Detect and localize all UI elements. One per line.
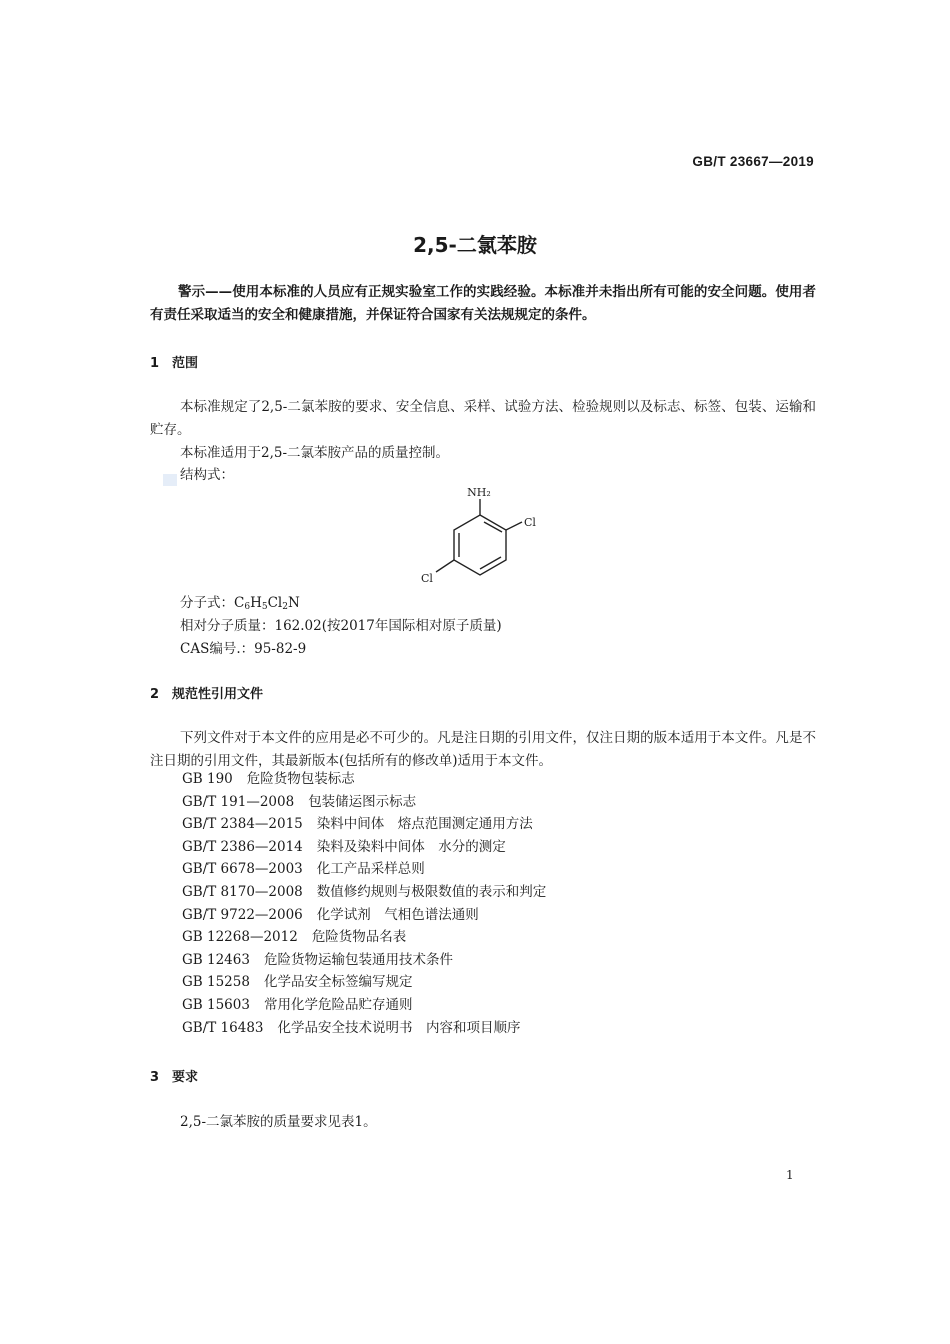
formula-hydrogen: H xyxy=(250,595,262,611)
reference-code: GB 15258 xyxy=(182,974,250,991)
formula-chlorine: Cl xyxy=(267,595,283,611)
section-3-paragraph: 2,5-二氯苯胺的质量要求见表1。 xyxy=(180,1114,377,1130)
benzene-ring xyxy=(454,515,506,575)
structural-formula xyxy=(410,480,550,590)
reference-code: GB/T 6678—2003 xyxy=(182,861,303,878)
reference-code: GB/T 16483 xyxy=(182,1019,264,1036)
inner-double-bond-2 xyxy=(480,557,501,569)
safety-warning: 警示——使用本标准的人员应有正规实验室工作的实践经验。本标准并未指出所有可能的安全问题。使用者有责任采取适当的安全和健康措施，并保证符合国家有关法规规定的条件。 xyxy=(150,284,816,323)
formula-carbon-count: 6 xyxy=(244,602,251,612)
molecular-formula xyxy=(180,591,300,612)
reference-title: 化工产品采样总则 xyxy=(316,861,425,878)
reference-item xyxy=(182,1017,546,1040)
section-2-title: 规范性引用文件 xyxy=(172,687,264,702)
reference-code: GB 12268—2012 xyxy=(182,929,298,946)
inner-double-bond-1 xyxy=(484,522,502,532)
section-1-applicability: 本标准适用于2,5-二氯苯胺产品的质量控制。 xyxy=(180,445,450,461)
standard-number: GB/T 23667—2019 xyxy=(692,154,814,169)
formula-chlorine-count: 2 xyxy=(282,602,288,612)
document-title: 2,5-二氯苯胺 xyxy=(413,233,537,257)
reference-title: 危险货物运输包装通用技术条件 xyxy=(263,951,453,968)
formula-hydrogen-count: 5 xyxy=(261,602,268,612)
reference-title: 包装储运图示标志 xyxy=(308,793,417,810)
reference-code: GB/T 9722—2006 xyxy=(182,906,303,923)
reference-title: 染料中间体 熔点范围测定通用方法 xyxy=(316,816,533,833)
reference-code: GB/T 191—2008 xyxy=(182,793,295,810)
reference-code: GB/T 8170—2008 xyxy=(182,883,303,900)
reference-item xyxy=(182,791,546,814)
reference-code: GB 190 xyxy=(182,771,233,787)
reference-title: 数值修约规则与极限数值的表示和判定 xyxy=(316,883,547,900)
section-2-number: 2 xyxy=(150,687,160,702)
reference-list xyxy=(182,768,546,1039)
chlorine-label-top: Cl xyxy=(524,516,536,529)
reference-title: 化学品安全标签编写规定 xyxy=(263,974,413,991)
reference-item xyxy=(182,768,546,791)
reference-code: GB/T 2384—2015 xyxy=(182,816,303,833)
reference-item xyxy=(182,971,546,994)
reference-item xyxy=(182,858,546,881)
reference-item xyxy=(182,904,546,927)
section-3-number: 3 xyxy=(150,1070,160,1085)
chloro-bond-top xyxy=(506,522,522,530)
section-1-scope-paragraph: 本标准规定了2,5-二氯苯胺的要求、安全信息、采样、试验方法、检验规则以及标志、标签、包装、运输和贮存。 xyxy=(150,399,816,438)
cas-number: CAS编号.：95-82-9 xyxy=(180,641,307,657)
reference-title: 化学试剂 气相色谱法通则 xyxy=(316,906,479,923)
reference-title: 危险货物包装标志 xyxy=(246,771,355,787)
reference-code: GB 12463 xyxy=(182,951,250,968)
reference-title: 化学品安全技术说明书 内容和项目顺序 xyxy=(277,1019,521,1036)
section-2-paragraph: 下列文件对于本文件的应用是必不可少的。凡是注日期的引用文件，仅注日期的版本适用于本文件。凡是不注日期的引用文件，其最新版本(包括所有的修改单)适用于本文件。 xyxy=(150,730,816,769)
section-3-title: 要求 xyxy=(172,1070,199,1085)
formula-carbon: C xyxy=(234,595,245,611)
reference-title: 常用化学危险品贮存通则 xyxy=(263,996,413,1013)
reference-code: GB/T 2386—2014 xyxy=(182,838,303,855)
chlorine-label-bottom: Cl xyxy=(421,572,433,585)
structure-label: 结构式： xyxy=(180,467,234,483)
reference-item xyxy=(182,813,546,836)
chloro-bond-bottom xyxy=(436,560,454,572)
reference-item xyxy=(182,836,546,859)
formula-label: 分子式： xyxy=(180,595,234,611)
reference-item xyxy=(182,881,546,904)
reference-item xyxy=(182,949,546,972)
section-1-title: 范围 xyxy=(172,356,199,371)
amine-label: NH₂ xyxy=(467,486,491,499)
reference-item xyxy=(182,994,546,1017)
section-2-heading xyxy=(150,683,263,702)
section-1-number: 1 xyxy=(150,356,160,371)
molecular-mass: 相对分子质量：162.02(按2017年国际相对原子质量) xyxy=(180,618,502,634)
reference-title: 危险货物品名表 xyxy=(311,929,407,946)
reference-title: 染料及染料中间体 水分的测定 xyxy=(316,838,506,855)
reference-item xyxy=(182,926,546,949)
formula-nitrogen: N xyxy=(287,595,300,611)
watermark-mark xyxy=(163,474,177,486)
reference-code: GB 15603 xyxy=(182,996,250,1013)
section-3-heading xyxy=(150,1066,198,1085)
page-number: 1 xyxy=(786,1168,794,1182)
section-1-heading xyxy=(150,352,198,371)
